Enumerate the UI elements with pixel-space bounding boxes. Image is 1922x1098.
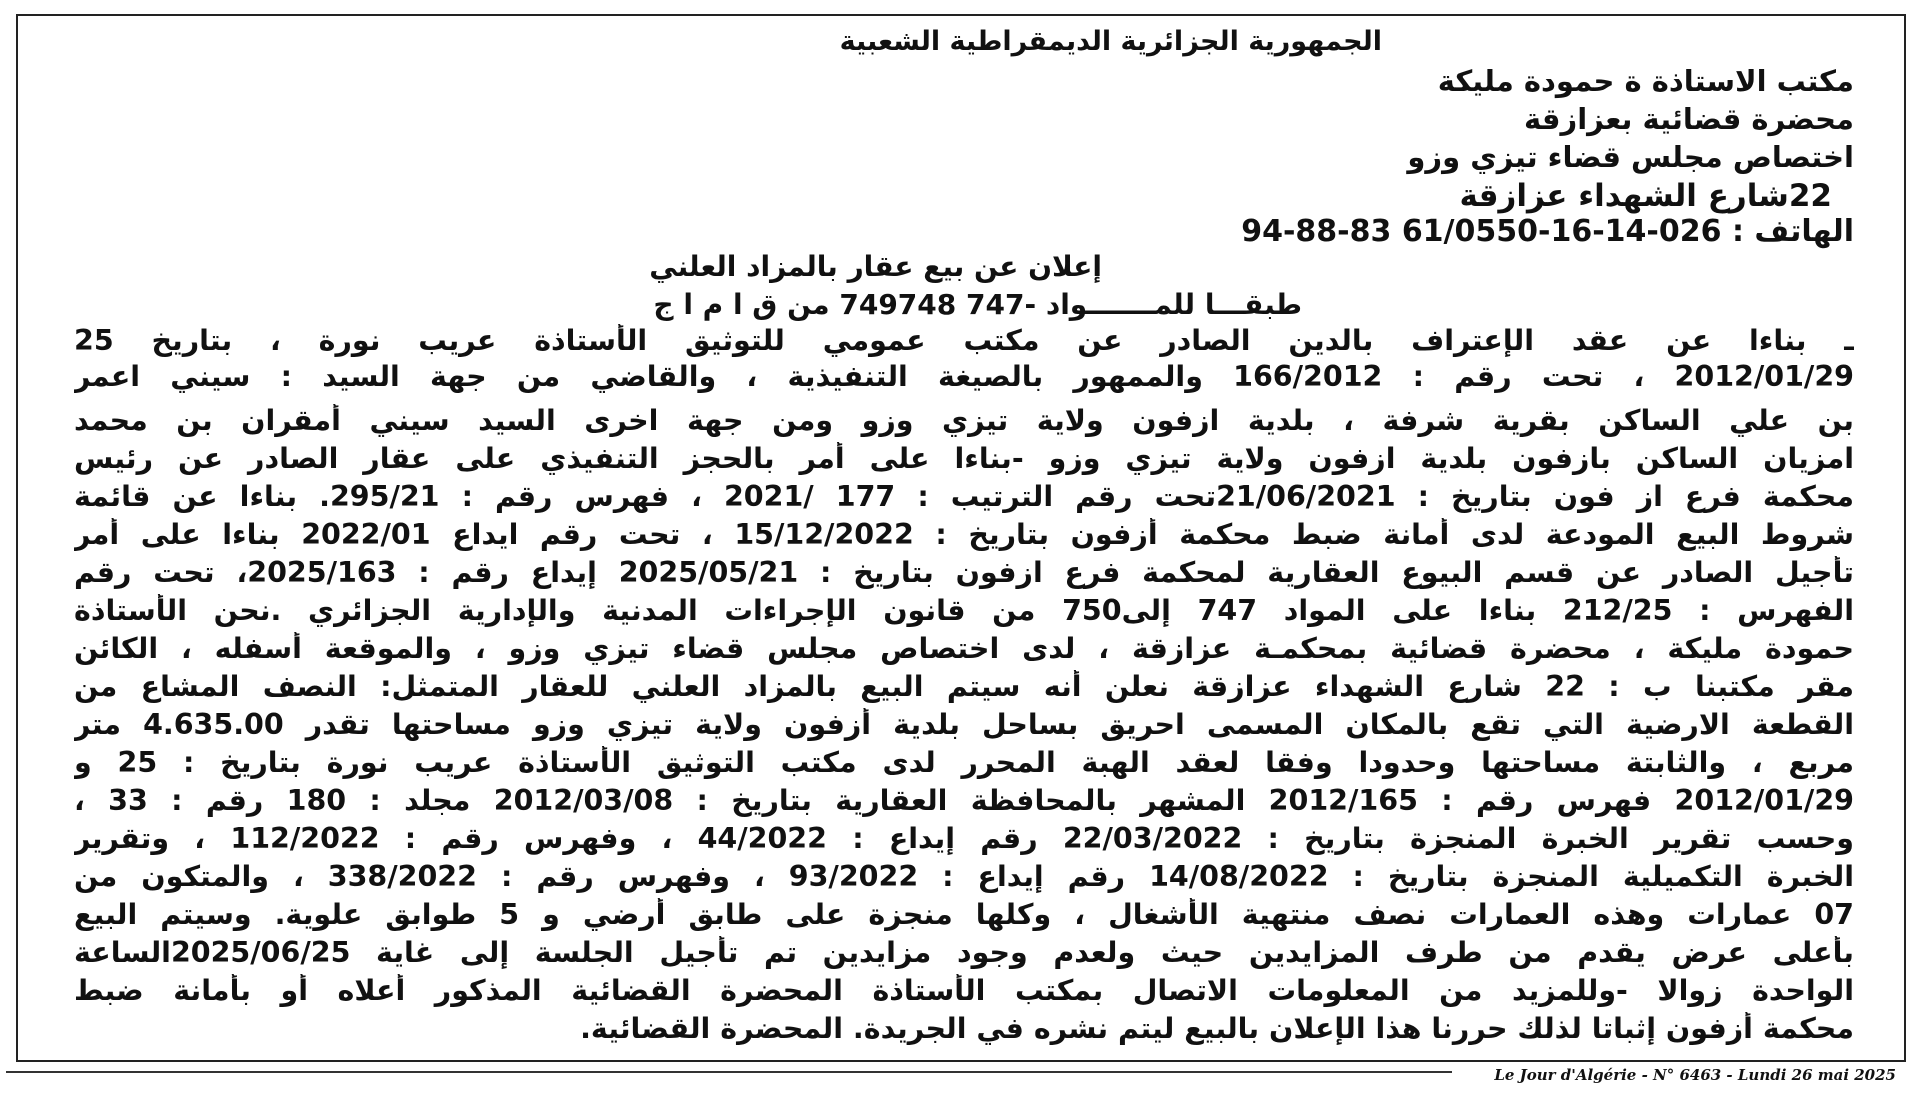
body-line: شروط البيع المودعة لدى أمانة ضبط محكمة أزفون بتاريخ : 15/12/2022 ، تحت رقم ايداع 2022/01 بناءا على أمر bbox=[74, 518, 1854, 551]
body-line: وحسب تقرير الخبرة المنجزة بتاريخ : 22/03/2022 رقم إيداع : 44/2022 ، وفهرس رقم : 112/2022 ، وتقرير bbox=[74, 822, 1854, 855]
body-line: 07 عمارات وهذه العمارات نصف منتهية الأشغال ، وكلها منجزة على طابق أرضي و 5 طوابق علوية. وسيتم البيع bbox=[74, 898, 1854, 931]
footer-rule bbox=[6, 1071, 1452, 1073]
body-line: الخبرة التكميلية المنجزة بتاريخ : 14/08/2022 رقم إيداع : 93/2022 ، وفهرس رقم : 338/2022 ، والمتكون من bbox=[74, 860, 1854, 893]
body-line: الفهرس : 212/25 بناءا على المواد 747 إلى750 من قانون الإجراءات المدنية والإدارية الجزائري .نحن الأستاذة bbox=[74, 594, 1854, 627]
body-line: تأجيل الصادر عن قسم البيوع العقارية لمحكمة فرع ازفون بتاريخ : 2025/05/21 إيداع رقم : 2025/163، تحت رقم bbox=[74, 556, 1854, 589]
body-line: 2012/01/29 فهرس رقم : 2012/165 المشهر بالمحافظة العقارية بتاريخ : 2012/03/08 مجلد : 180 رقم : 33 ، bbox=[74, 784, 1854, 817]
body-line: امزيان الساكن بازفون بلدية ازفون ولاية تيزي وزو -بناءا على أمر بالحجز التنفيذي على عقار الصادر عن رئيس bbox=[74, 442, 1854, 475]
office-address: 22شارع الشهداء عزازقة bbox=[1459, 178, 1832, 214]
republic-heading: الجمهورية الجزائرية الديمقراطية الشعبية bbox=[839, 26, 1382, 57]
body-line: محكمة أزفون إثباتا لذلك حررنا هذا الإعلان بالبيع ليتم نشره في الجريدة. المحضرة القضائية. bbox=[580, 1012, 1854, 1045]
body-line: مربع ، والثابتة مساحتها وحدودا وفقا لعقد الهبة المحرر لدى مكتب التوثيق الأستاذة عريب نورة بتاريخ : 25 و bbox=[74, 746, 1854, 779]
body-line: ـ بناءا عن عقد الإعتراف بالدين الصادر عن مكتب عمومي للتوثيق الأستاذة عريب نورة ، بتاريخ 25 bbox=[74, 324, 1854, 357]
office-phone: الهاتف : 026-14-16-61/0550 83-88-94 bbox=[1241, 214, 1854, 249]
court-name: محضرة قضائية بعزازقة bbox=[1523, 102, 1854, 136]
body-line: مقر مكتبنا ب : 22 شارع الشهداء عزازقة نعلن أنه سيتم البيع بالمزاد العلني للعقار المتمثل: النصف المشاع من bbox=[74, 670, 1854, 703]
newspaper-footer: Le Jour d'Algérie - N° 6463 - Lundi 26 mai 2025 bbox=[1494, 1066, 1896, 1084]
jurisdiction: اختصاص مجلس قضاء تيزي وزو bbox=[1407, 140, 1854, 174]
office-name: مكتب الاستاذة ة حمودة مليكة bbox=[1437, 64, 1854, 98]
body-line: بن علي الساكن بقرية شرفة ، بلدية ازفون ولاية تيزي وزو ومن جهة اخرى السيد سيني أمقران بن محمد bbox=[74, 404, 1854, 437]
body-line: الواحدة زوالا -وللمزيد من المعلومات الاتصال بمكتب الأستاذة المحضرة القضائية المذكور أعلاه أو بأمانة ضبط bbox=[74, 974, 1854, 1007]
body-line: حمودة مليكة ، محضرة قضائية بمحكمـة عزازقة ، لدى اختصاص مجلس قضاء تيزي وزو ، والموقعة أسفله ، الكائن bbox=[74, 632, 1854, 665]
body-line: القطعة الارضية التي تقع بالمكان المسمى احريق بساحل بلدية أزفون ولاية تيزي وزو مساحتها تقدر 4.635.00 متر bbox=[74, 708, 1854, 741]
body-line: 2012/01/29 ، تحت رقم : 166/2012 والممهور بالصيغة التنفيذية ، والقاضي من جهة السيد : سيني اعمر bbox=[74, 360, 1854, 393]
announcement-articles: طبقـــا للمـــــــواد -747 749748 من ق ا م ا ج bbox=[653, 288, 1302, 321]
body-line: بأعلى عرض يقدم من طرف المزايدين حيث ولعدم وجود مزايدين تم تأجيل الجلسة إلى غاية 2025/06/25الساعة bbox=[74, 936, 1854, 969]
announcement-title: إعلان عن بيع عقار بالمزاد العلني bbox=[649, 250, 1102, 283]
body-line: محكمة فرع از فون بتاريخ : 21/06/2021تحت رقم الترتيب : 177 /2021 ، فهرس رقم : 295/21. بناءا عن قائمة bbox=[74, 480, 1854, 513]
